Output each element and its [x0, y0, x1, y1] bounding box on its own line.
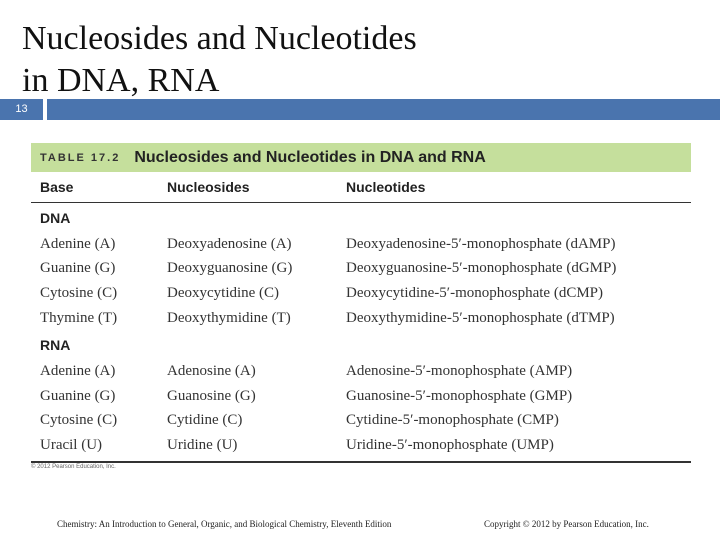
nucleoside-cell: Deoxythymidine (T): [167, 309, 291, 326]
slide-title: [22, 18, 417, 102]
nucleotide-cell: Uridine-5′-monophosphate (UMP): [346, 436, 554, 453]
base-cell: Cytosine (C): [40, 412, 118, 429]
nucleoside-cell: Cytidine (C): [167, 412, 243, 429]
nucleotide-cell: Deoxyguanosine-5′-monophosphate (dGMP): [346, 260, 617, 277]
base-cell: Guanine (G): [40, 387, 116, 404]
nucleoside-cell: Adenosine (A): [167, 363, 256, 380]
section-dna: DNA: [40, 210, 71, 226]
base-cell: Uracil (U): [40, 436, 103, 453]
nucleoside-cell: Deoxyguanosine (G): [167, 260, 293, 277]
table-row: [31, 433, 691, 458]
nucleotide-cell: Guanosine-5′-monophosphate (GMP): [346, 387, 573, 404]
table-copyright: © 2012 Pearson Education, Inc.: [31, 464, 116, 470]
nucleoside-cell: Guanosine (G): [167, 387, 256, 404]
nucleotide-cell: Deoxycytidine-5′-monophosphate (dCMP): [346, 284, 603, 301]
nucleoside-cell: Deoxycytidine (C): [167, 284, 280, 301]
table-caption: [31, 143, 691, 172]
nucleotide-cell: Deoxyadenosine-5′-monophosphate (dAMP): [346, 235, 616, 252]
header-nucleosides: Nucleosides: [167, 179, 250, 195]
nucleoside-cell: Deoxyadenosine (A): [167, 235, 292, 252]
header-base: Base: [40, 179, 74, 195]
table-row: [31, 232, 691, 257]
base-cell: Cytosine (C): [40, 284, 118, 301]
title-accent-bar: [47, 99, 720, 120]
nucleotide-cell: Cytidine-5′-monophosphate (CMP): [346, 412, 559, 429]
table-title: Nucleosides and Nucleotides in DNA and RNA: [134, 148, 486, 166]
section-rna: RNA: [40, 337, 71, 354]
table-row: [31, 384, 691, 409]
base-cell: Adenine (A): [40, 363, 116, 380]
table-header-row: [31, 172, 691, 203]
base-cell: Adenine (A): [40, 235, 116, 252]
base-cell: Thymine (T): [40, 309, 118, 326]
slide-title-line-1: Nucleosides and Nucleotides: [22, 20, 417, 57]
nucleotide-cell: Adenosine-5′-monophosphate (AMP): [346, 363, 573, 380]
footer-book-title: Chemistry: An Introduction to General, Organic, and Biological Chemistry, Eleventh Edition: [57, 519, 392, 529]
table-row: [31, 409, 691, 434]
table-label: TABLE 17.2: [40, 151, 121, 164]
table-row: [31, 359, 691, 384]
base-cell: Guanine (G): [40, 260, 116, 277]
nucleotide-table: [31, 143, 691, 463]
table-row: [31, 306, 691, 331]
slide-title-line-2: in DNA, RNA: [22, 62, 220, 99]
footer-copyright: Copyright © 2012 by Pearson Education, Inc.: [484, 519, 649, 529]
nucleoside-cell: Uridine (U): [167, 436, 238, 453]
header-nucleotides: Nucleotides: [346, 179, 426, 195]
slide-number: 13: [0, 99, 43, 120]
nucleotide-cell: Deoxythymidine-5′-monophosphate (dTMP): [346, 309, 615, 326]
table-row: [31, 281, 691, 306]
table-row: [31, 257, 691, 282]
